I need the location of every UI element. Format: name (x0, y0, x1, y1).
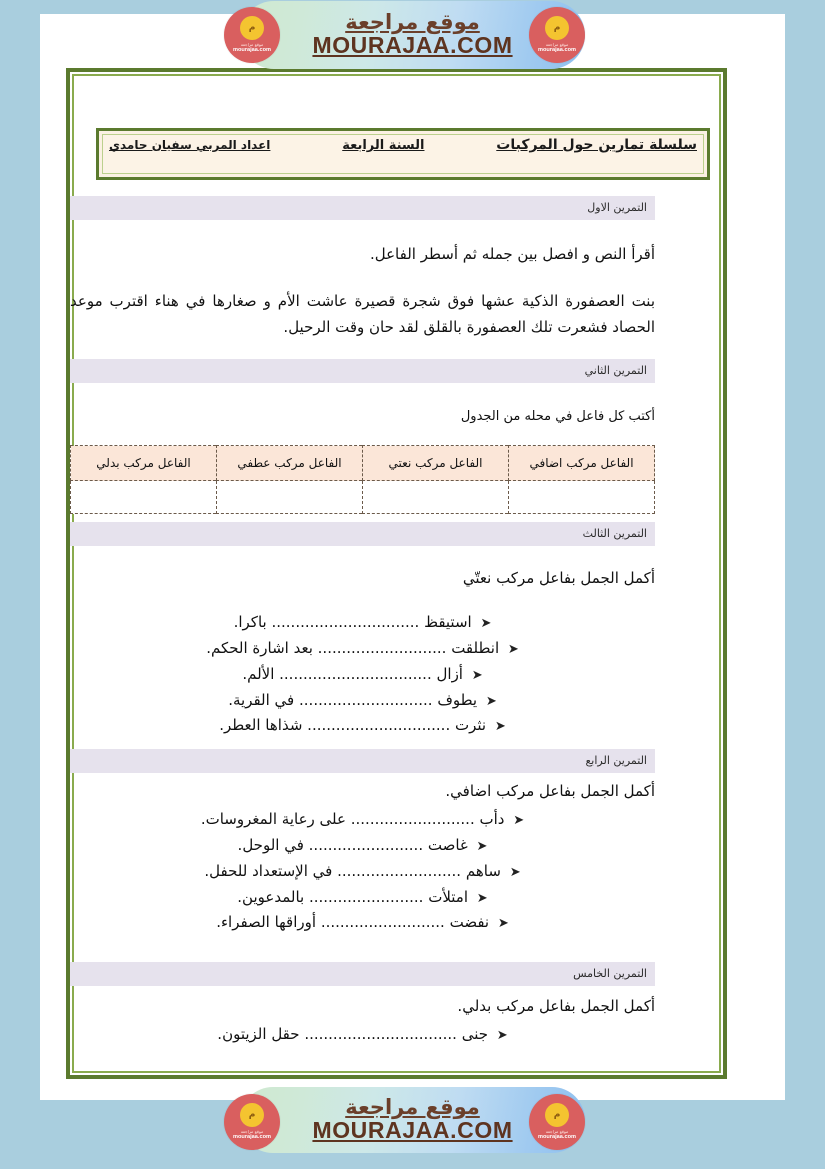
exercise-3-heading: التمرين الثالث (70, 522, 655, 546)
site-logo-icon (529, 1094, 585, 1150)
logo-badge-icon: م (545, 16, 569, 40)
site-logo-icon (529, 7, 585, 63)
list-item[interactable] (70, 713, 655, 739)
blank-line[interactable]: ............................ (299, 690, 433, 709)
logo-domain-label: mourajaa.com (233, 47, 271, 54)
table-header-cell: الفاعل مركب اضافي (509, 446, 655, 481)
table-answer-row[interactable] (71, 481, 655, 514)
author-credit: اعداد المربي سفيان حامدي (109, 138, 271, 152)
logo-badge-icon: م (240, 16, 264, 40)
item-prefix: استيقظ (424, 613, 472, 632)
grade-level: السنة الرابعة (342, 138, 425, 153)
blank-line[interactable]: ........................ (308, 836, 424, 855)
banner-arabic-text: موقع مراجعة (345, 1095, 480, 1120)
blank-line[interactable]: .......................... (350, 810, 475, 829)
table-header-cell: الفاعل مركب بدلي (71, 446, 217, 481)
exercise-1-instruction: أقرأ النص و افصل بين جمله ثم أسطر الفاعل. (369, 245, 655, 263)
exercise-1-heading: التمرين الاول (70, 196, 655, 220)
arrow-bullet-icon: ➤ (476, 839, 488, 855)
exercise-5-heading: التمرين الخامس (70, 962, 655, 986)
worksheet-content (70, 68, 655, 1048)
item-prefix: نفضت (449, 913, 490, 932)
arrow-bullet-icon: ➤ (476, 890, 488, 906)
exercise-4-heading: التمرين الرابع (70, 749, 655, 773)
item-suffix: بعد اشارة الحكم. (206, 639, 313, 658)
item-suffix: شذاها العطر. (219, 716, 303, 735)
item-suffix: في القرية. (228, 690, 295, 709)
arrow-bullet-icon: ➤ (494, 719, 506, 735)
list-item[interactable] (70, 833, 655, 859)
arrow-bullet-icon: ➤ (513, 813, 525, 829)
arrow-bullet-icon: ➤ (485, 693, 497, 709)
table-header-cell: الفاعل مركب نعتي (363, 446, 509, 481)
list-item[interactable] (70, 688, 655, 714)
logo-arabic-label: موقع مراجعة (545, 1129, 569, 1135)
list-item[interactable] (70, 636, 655, 662)
exercise-2-heading: التمرين الثاني (70, 359, 655, 383)
exercise-3-items (70, 610, 655, 739)
page-title: سلسلة تمارين حول المركبات (496, 137, 697, 153)
blank-line[interactable]: .......................... (337, 861, 462, 880)
list-item[interactable] (70, 662, 655, 688)
item-prefix: يطوف (437, 690, 478, 709)
exercise-3-instruction: أكمل الجمل بفاعل مركب نعتّي (462, 569, 655, 588)
arrow-bullet-icon: ➤ (496, 1028, 508, 1044)
logo-domain-label: mourajaa.com (233, 1134, 271, 1141)
item-prefix: ساهم (465, 861, 501, 880)
logo-domain-label: mourajaa.com (538, 1134, 576, 1141)
list-item[interactable] (70, 910, 655, 936)
table-answer-cell[interactable] (509, 481, 655, 514)
blank-line[interactable]: .............................. (307, 716, 451, 735)
logo-badge-icon: م (240, 1103, 264, 1127)
arrow-bullet-icon: ➤ (471, 667, 483, 683)
blank-line[interactable]: .......................... (320, 913, 445, 932)
item-suffix: الألم. (242, 664, 275, 683)
item-prefix: جنى (461, 1025, 488, 1044)
logo-badge-icon: م (545, 1103, 569, 1127)
worksheet-title-box (96, 128, 710, 180)
logo-arabic-label: موقع مراجعة (545, 42, 569, 48)
arrow-bullet-icon: ➤ (509, 864, 521, 880)
table-header-cell: الفاعل مركب عطفي (217, 446, 363, 481)
table-answer-cell[interactable] (363, 481, 509, 514)
blank-line[interactable]: ............................... (271, 613, 420, 632)
item-suffix: أوراقها الصفراء. (216, 913, 317, 932)
item-prefix: دأب (479, 810, 505, 829)
exercise-5-items (70, 1022, 655, 1048)
item-suffix: باكرا. (233, 613, 267, 632)
item-suffix: في الإستعداد للحفل. (204, 861, 333, 880)
item-suffix: حقل الزيتون. (217, 1025, 300, 1044)
item-prefix: امتلأت (428, 887, 469, 906)
arrow-bullet-icon: ➤ (507, 642, 519, 658)
list-item[interactable] (70, 859, 655, 885)
title-row (109, 137, 697, 153)
table-header-row (71, 446, 655, 481)
list-item[interactable] (70, 1022, 655, 1048)
blank-line[interactable]: ................................ (304, 1025, 457, 1044)
bottom-watermark-banner (0, 1083, 825, 1157)
exercise-4-items (70, 807, 655, 936)
table-answer-cell[interactable] (217, 481, 363, 514)
exercise-4-instruction: أكمل الجمل بفاعل مركب اضافي. (445, 782, 655, 801)
item-suffix: على رعاية المغروسات. (200, 810, 346, 829)
arrow-bullet-icon: ➤ (497, 916, 509, 932)
list-item[interactable] (70, 610, 655, 636)
banner-arabic-text: موقع مراجعة (345, 10, 480, 35)
site-logo-icon (224, 7, 280, 63)
item-prefix: أزال (436, 664, 463, 683)
table-answer-cell[interactable] (71, 481, 217, 514)
list-item[interactable] (70, 885, 655, 911)
arrow-bullet-icon: ➤ (480, 616, 492, 632)
exercise-1-passage: بنت العصفورة الذكية عشها فوق شجرة قصيرة عاشت الأم و صغارها في هناء اقترب موعد الحصاد فشعرت تلك العصفورة بالقلق لقد حان وقت الرحيل. (70, 292, 655, 337)
blank-line[interactable]: ........................ (308, 887, 424, 906)
banner-website-text: MOURAJAA.COM (312, 1117, 513, 1144)
blank-line[interactable]: ................................ (279, 664, 432, 683)
site-logo-icon (224, 1094, 280, 1150)
item-suffix: بالمدعوين. (237, 887, 305, 906)
list-item[interactable] (70, 807, 655, 833)
blank-line[interactable]: ........................... (317, 639, 447, 658)
logo-arabic-label: موقع مراجعة (240, 42, 264, 48)
exercise-2-instruction: أكتب كل فاعل في محله من الجدول (460, 408, 655, 424)
item-prefix: غاصت (427, 836, 468, 855)
item-prefix: نثرت (455, 716, 487, 735)
logo-domain-label: mourajaa.com (538, 47, 576, 54)
top-watermark-banner (0, 0, 825, 70)
subject-type-table (70, 445, 655, 514)
logo-arabic-label: موقع مراجعة (240, 1129, 264, 1135)
item-prefix: انطلقت (451, 639, 500, 658)
exercise-5-instruction: أكمل الجمل بفاعل مركب بدلي. (457, 997, 655, 1016)
item-suffix: في الوحل. (237, 836, 304, 855)
banner-website-text: MOURAJAA.COM (312, 32, 513, 59)
